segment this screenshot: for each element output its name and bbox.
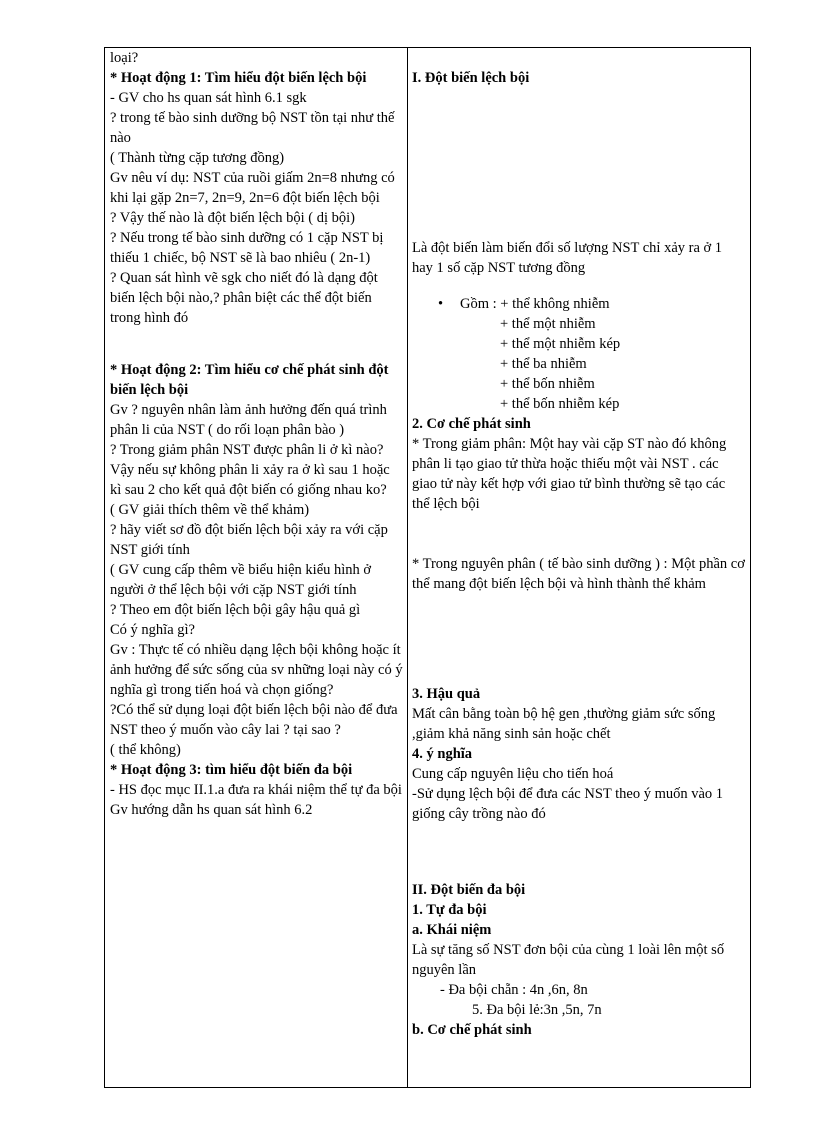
column-divider	[407, 48, 408, 1087]
bullet-item	[412, 294, 746, 314]
text-line: Gv nêu ví dụ: NST của ruồi giấm 2n=8 nhưng có khi lại gặp 2n=7, 2n=9, 2n=6 đột biến lệch bội	[110, 170, 395, 206]
text-line: ( GV cung cấp thêm về biểu hiện kiểu hình ở người ở thể lệch bội với cặp NST giới tính	[110, 562, 372, 598]
question-line: ? Vậy thế nào là đột biến lệch bội ( dị bội)	[110, 210, 355, 226]
text-line: ( thể không)	[110, 742, 181, 758]
question-line: ? trong tế bào sinh dưỡng bộ NST tồn tại như thế nào	[110, 110, 395, 146]
bullet-icon: •	[438, 296, 444, 312]
question-line: ? hãy viết sơ đồ đột biến lệch bội xảy ra với cặp NST giới tính	[110, 522, 388, 558]
autopolyploid-heading: 1. Tự đa bội	[412, 902, 487, 918]
left-column-activities	[110, 48, 403, 820]
mechanism-heading: 2. Cơ chế phát sinh	[412, 416, 531, 432]
mitosis-text: * Trong nguyên phân ( tế bào sinh dưỡng ) : Một phần cơ thể mang đột biến lệch bội và hình thành thể khảm	[412, 556, 745, 592]
spacer	[412, 594, 746, 684]
question-line: ?Có thể sử dụng loại đột biến lệch bội nào để đưa NST theo ý muốn vào cây lai ? tại sao ?	[110, 702, 398, 738]
question-line: ? Quan sát hình vẽ sgk cho niết đó là dạng đột biến lệch bội nào,? phân biệt các thể đột biến trong hình đó	[110, 270, 378, 326]
text-line: - GV cho hs quan sát hình 6.1 sgk	[110, 90, 307, 106]
significance-text: -Sử dụng lệch bội để đưa các NST theo ý muốn vào 1 giống cây trồng nào đó	[412, 786, 724, 822]
type-item: + thể một nhiễm kép	[500, 336, 621, 352]
spacer	[412, 824, 746, 880]
question-line: ? Theo em đột biến lệch bội gây hậu quả gì	[110, 602, 361, 618]
text-line: Gv ? nguyên nhân làm ảnh hưởng đến quá trình phân li của NST ( do rối loạn phân bào )	[110, 402, 387, 438]
text-line: ( GV giải thích thêm về thể khảm)	[110, 502, 310, 518]
text-line: Gv : Thực tế có nhiều dạng lệch bội không hoặc ít ảnh hưởng để sức sống của sv những loại này có ý nghĩa gì trong tiến hoá và chọn giống?	[110, 642, 403, 698]
even-polyploid: - Đa bội chẵn : 4n ,6n, 8n	[440, 982, 588, 998]
type-item: + thể bốn nhiễm kép	[500, 396, 620, 412]
activity-3-heading: * Hoạt động 3: tìm hiểu đột biến đa bội	[110, 762, 353, 778]
text-line: - HS đọc mục II.1.a đưa ra khái niệm thể tự đa bội	[110, 782, 402, 798]
text-line: loại?	[110, 50, 139, 66]
spacer	[412, 88, 746, 238]
question-line: Có ý nghĩa gì?	[110, 622, 195, 638]
concept-text: Là sự tăng số NST đơn bội của cùng 1 loài lên một số nguyên lần	[412, 942, 725, 978]
consequence-text: Mất cân bằng toàn bộ hệ gen ,thường giảm sức sống ,giảm khả năng sinh sản hoặc chết	[412, 706, 716, 742]
odd-polyploid: 5. Đa bội lẻ:3n ,5n, 7n	[472, 1002, 602, 1018]
spacer	[412, 278, 746, 294]
question-line: ? Trong giảm phân NST được phân li ở kì nào?	[110, 442, 384, 458]
activity-1-heading: * Hoạt động 1: Tìm hiểu đột biến lệch bội	[110, 70, 367, 86]
mechanism-subheading: b. Cơ chế phát sinh	[412, 1022, 532, 1038]
significance-text: Cung cấp nguyên liệu cho tiến hoá	[412, 766, 614, 782]
bullet-text: Gồm : + thể không nhiễm	[460, 296, 610, 312]
meiosis-text: * Trong giảm phân: Một hay vài cặp ST nào đó không phân li tạo giao tử thừa hoặc thiếu một vài NST . các giao tử này kết hợp với giao tử bình thường sẽ tạo các thể lệch bội	[412, 436, 727, 512]
concept-heading: a. Khái niệm	[412, 922, 492, 938]
activity-2-heading: * Hoạt động 2: Tìm hiểu cơ chế phát sinh đột biến lệch bội	[110, 362, 389, 398]
section-2-heading: II. Đột biến đa bội	[412, 882, 526, 898]
spacer	[412, 48, 746, 68]
spacer	[412, 514, 746, 554]
section-1-heading: I. Đột biến lệch bội	[412, 70, 530, 86]
content-table	[104, 47, 751, 1088]
spacer	[110, 328, 403, 360]
type-item: + thể bốn nhiễm	[500, 376, 595, 392]
consequence-heading: 3. Hậu quả	[412, 686, 481, 702]
text-line: Gv hướng dẫn hs quan sát hình 6.2	[110, 802, 313, 818]
text-line: ( Thành từng cặp tương đồng)	[110, 150, 285, 166]
definition-text: Là đột biến làm biến đổi số lượng NST chỉ xảy ra ở 1 hay 1 số cặp NST tương đồng	[412, 240, 723, 276]
type-item: + thể một nhiễm	[500, 316, 596, 332]
question-line: Vậy nếu sự không phân li xảy ra ở kì sau 1 hoặc kì sau 2 cho kết quả đột biến có giống nhau ko?	[110, 462, 390, 498]
right-column-content	[412, 48, 746, 1040]
type-item: + thể ba nhiễm	[500, 356, 587, 372]
significance-heading: 4. ý nghĩa	[412, 746, 473, 762]
question-line: ? Nếu trong tế bào sinh dưỡng có 1 cặp NST bị thiếu 1 chiếc, bộ NST sẽ là bao nhiêu ( 2n-1)	[110, 230, 384, 266]
